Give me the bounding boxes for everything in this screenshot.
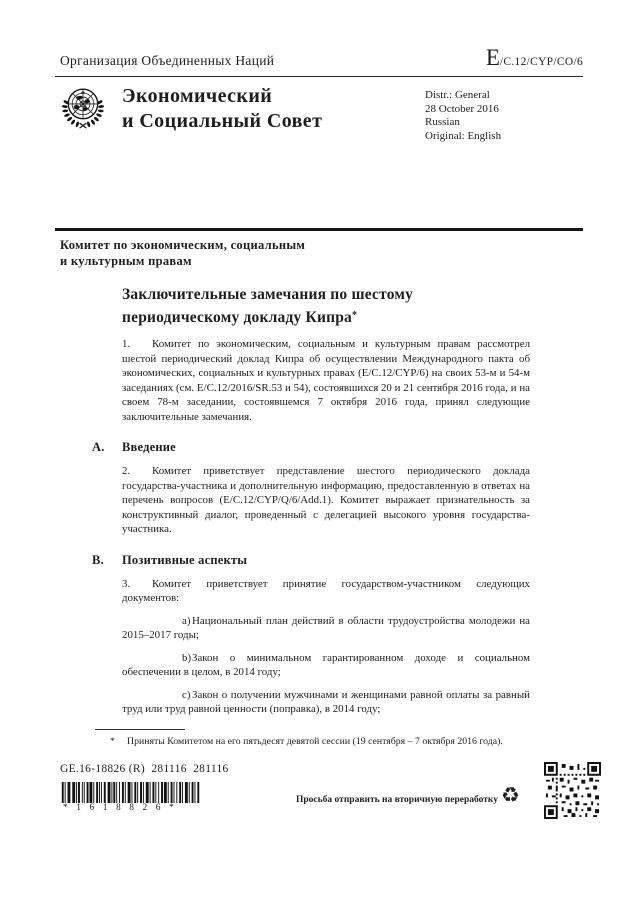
- document-symbol-initial: E: [485, 45, 500, 70]
- title-footnote-marker: *: [352, 310, 358, 321]
- list-item-a: [122, 614, 530, 643]
- council-name-line1: Экономический: [122, 85, 273, 107]
- ge-document-number: GE.16-18826 (R) 281116 281116: [60, 763, 229, 775]
- list-item-b-letter: b): [182, 651, 192, 664]
- paragraph-3-text: Комитет приветствует принятие государством-участником следующих документов:: [122, 577, 530, 604]
- document-symbol: [486, 46, 583, 70]
- section-a-label: Введение: [122, 440, 176, 454]
- document-symbol-rest: /C.12/CYP/CO/6: [499, 56, 583, 68]
- council-name-line2: и Социальный Совет: [122, 110, 323, 132]
- footnote-text: Приняты Комитетом на его пятьдесят девятой сессии (19 сентября – 7 октября 2016 года).: [127, 736, 503, 747]
- list-item-a-letter: a): [182, 614, 191, 627]
- footnote: [110, 736, 512, 749]
- paragraph-1: [122, 337, 530, 424]
- distr-language: Russian: [425, 116, 460, 128]
- qr-code: [544, 762, 601, 824]
- paragraph-1-text: Комитет по экономическим, социальным и культурным правам рассмотрел шестой периодический доклад Кипра об осуществлении Международного пакта об экономических, социальных и культурных правах (E/C.12/CYP/6) на своих 53-м и 54-м заседаниях (см. E/C.12/2016/SR.53 и 54), состоявшихся 20 и 21 сентября 2016 года, и на своем 78-м заседании, состоявшемся 7 октября 2016 года, принял следующие заключительные замечания.: [122, 338, 530, 423]
- distr-type: Distr.: General: [425, 89, 490, 101]
- committee-name-line2: и культурным правам: [60, 254, 192, 268]
- un-emblem-icon: [57, 81, 109, 144]
- section-heading-b: [92, 552, 530, 568]
- list-item-b: [122, 651, 530, 680]
- document-body: [60, 237, 530, 717]
- document-title-line1: Заключительные замечания по шестому: [122, 286, 414, 303]
- footnote-separator: [95, 729, 185, 730]
- paragraph-2-text: Комитет приветствует представление шестого периодического доклада государства-участника и дополнительную информацию, предоставленную в ответах на перечень вопросов (E/C.12/CYP/Q/6/Add.1). Комитет выражает признательность за конструктивный диалог, проведенный с делегацией высокого уровня государства-участника.: [122, 465, 530, 535]
- recycle-instruction: Просьба отправить на вторичную переработку: [296, 795, 498, 805]
- paragraph-2-number: 2.: [122, 465, 131, 477]
- footnote-marker: *: [110, 736, 115, 747]
- list-item-c-text: Закон о получении мужчинами и женщинами равной оплаты за равный труд или труд равной ценности (поправка), в 2014 году;: [122, 688, 530, 715]
- list-item-c-letter: c): [182, 688, 191, 701]
- committee-name-line1: Комитет по экономическим, социальным: [60, 238, 306, 252]
- section-b-letter: B.: [92, 552, 104, 567]
- header-thick-rule: [55, 228, 583, 231]
- distr-date: 28 October 2016: [425, 102, 499, 115]
- distribution-block: [425, 89, 501, 143]
- paragraph-2: [122, 464, 530, 537]
- section-b-label: Позитивные аспекты: [122, 552, 248, 567]
- list-item-c: [122, 688, 530, 717]
- org-name: Организация Объединенных Наций: [60, 53, 275, 68]
- paragraph-1-number: 1.: [122, 338, 131, 350]
- paragraph-3: [122, 577, 530, 606]
- committee-name: [60, 237, 530, 269]
- section-a-letter: A.: [92, 440, 105, 454]
- council-name: [122, 84, 322, 134]
- document-title: [122, 284, 530, 328]
- recycle-icon: ♻: [501, 783, 520, 807]
- paragraph-3-number: 3.: [122, 577, 131, 590]
- barcode-text: *1618826*: [63, 803, 183, 813]
- list-item-a-text: Национальный план действий в области трудоустройства молодежи на 2015–2017 годы;: [122, 614, 530, 641]
- header-divider: [55, 76, 583, 77]
- list-item-b-text: Закон о минимальном гарантированном доходе и социальном обеспечении в целом, в 2014 году;: [122, 651, 530, 678]
- distr-original: Original: English: [425, 129, 502, 142]
- document-title-line2: периодическому докладу Кипра*: [122, 309, 358, 326]
- section-heading-a: [92, 439, 530, 455]
